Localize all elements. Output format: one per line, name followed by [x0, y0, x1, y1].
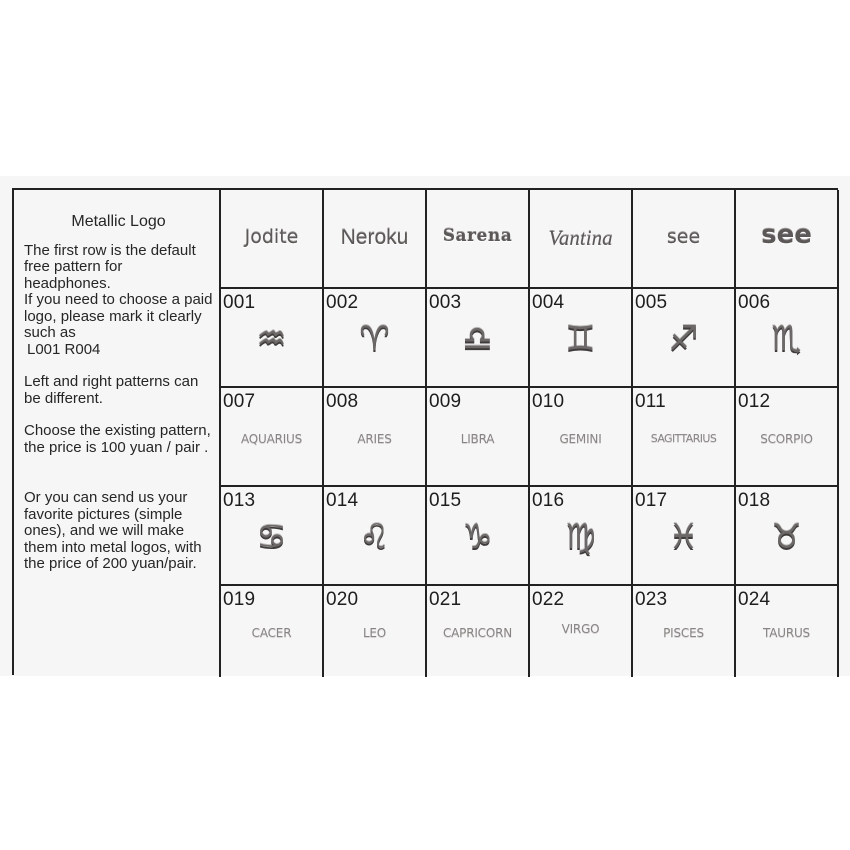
logo-option-cell[interactable]	[221, 289, 324, 388]
word-logo: AQUARIUS	[240, 432, 303, 446]
word-logo: VIRGO	[561, 622, 600, 636]
option-number: 012	[738, 391, 771, 412]
option-number: 021	[429, 589, 462, 610]
sagittarius-icon: ♐	[668, 319, 699, 359]
logo-option-cell[interactable]	[530, 586, 633, 677]
option-number: 002	[326, 292, 359, 313]
scorpio-icon: ♏	[771, 319, 802, 359]
logo-option-cell[interactable]	[427, 487, 530, 586]
word-logo: TAURUS	[763, 626, 810, 640]
logo-table	[12, 188, 838, 675]
free-pattern-note: The first row is the default free pattern for headphones.	[24, 241, 196, 292]
existing-price-note: Choose the existing pattern, the price is 100 yuan / pair .	[24, 422, 211, 456]
option-number: 013	[223, 490, 256, 511]
cancer-icon: ♋	[256, 517, 287, 557]
free-pattern-cell[interactable]	[633, 190, 736, 289]
gemini-icon: ♊	[565, 319, 596, 359]
free-pattern-cell[interactable]	[324, 190, 427, 289]
option-number: 004	[532, 292, 565, 313]
option-number: 024	[738, 589, 771, 610]
aquarius-icon: ♒	[256, 319, 287, 359]
taurus-icon: ♉	[771, 517, 802, 557]
option-number: 010	[532, 391, 565, 412]
description-panel	[14, 190, 221, 677]
pisces-icon: ♓	[668, 517, 699, 557]
word-logo: LEO	[362, 626, 387, 640]
word-logo: GEMINI	[559, 432, 602, 446]
free-pattern-cell[interactable]	[427, 190, 530, 289]
brand-logo-jodite: Jodite	[244, 226, 299, 248]
option-number: 014	[326, 490, 359, 511]
word-logo: PISCES	[663, 626, 704, 640]
word-logo: CACER	[251, 626, 292, 640]
logo-option-cell[interactable]	[530, 388, 633, 487]
brand-logo-see-small: see	[666, 226, 701, 248]
logo-option-cell[interactable]	[221, 487, 324, 586]
logo-option-cell[interactable]	[736, 388, 839, 487]
option-number: 009	[429, 391, 462, 412]
word-logo: LIBRA	[460, 432, 495, 446]
capricorn-icon: ♑	[462, 517, 493, 557]
option-number: 008	[326, 391, 359, 412]
libra-icon: ♎	[462, 319, 493, 359]
brand-logo-vantina: Vantina	[548, 226, 613, 250]
logo-option-cell[interactable]	[324, 388, 427, 487]
logo-option-cell[interactable]	[736, 289, 839, 388]
option-number: 018	[738, 490, 771, 511]
logo-option-cell[interactable]	[221, 586, 324, 677]
option-number: 022	[532, 589, 565, 610]
option-number: 007	[223, 391, 256, 412]
paid-logo-note: If you need to choose a paid logo, please mark it clearly such as	[24, 291, 213, 341]
free-pattern-cell[interactable]	[221, 190, 324, 289]
logo-option-cell[interactable]	[427, 388, 530, 487]
panel-title: Metallic Logo	[71, 213, 166, 230]
logo-option-cell[interactable]	[633, 289, 736, 388]
option-number: 017	[635, 490, 668, 511]
brand-logo-neroku: Neroku	[340, 226, 409, 249]
logo-option-cell[interactable]	[324, 289, 427, 388]
custom-logo-note: Or you can send us your favorite pictures (simple ones), and we will make them into metal logos, with the price of 200 yuan/pair.	[24, 489, 202, 572]
word-logo: ARIES	[357, 432, 392, 446]
option-number: 001	[223, 292, 256, 313]
option-number: 015	[429, 490, 462, 511]
option-number: 006	[738, 292, 771, 313]
logo-option-cell[interactable]	[736, 487, 839, 586]
logo-option-cell[interactable]	[633, 487, 736, 586]
word-logo: SAGITTARIUS	[650, 432, 717, 445]
logo-option-cell[interactable]	[530, 289, 633, 388]
free-pattern-cell[interactable]	[736, 190, 839, 289]
logo-option-cell[interactable]	[633, 586, 736, 677]
word-logo: CAPRICORN	[442, 626, 513, 640]
option-number: 023	[635, 589, 668, 610]
logo-option-cell[interactable]	[736, 586, 839, 677]
virgo-icon: ♍	[565, 517, 596, 557]
option-number: 003	[429, 292, 462, 313]
logo-option-cell[interactable]	[427, 586, 530, 677]
free-pattern-cell[interactable]	[530, 190, 633, 289]
option-number: 019	[223, 589, 256, 610]
logo-option-cell[interactable]	[530, 487, 633, 586]
logo-option-cell[interactable]	[221, 388, 324, 487]
word-logo: SCORPIO	[760, 432, 813, 446]
logo-option-cell[interactable]	[324, 487, 427, 586]
aries-icon: ♈	[359, 319, 390, 359]
brand-logo-sarena: Sarena	[442, 226, 513, 246]
option-number: 011	[635, 391, 666, 412]
option-number: 020	[326, 589, 359, 610]
option-number: 005	[635, 292, 668, 313]
logo-option-cell[interactable]	[324, 586, 427, 677]
brand-logo-see-large: see	[761, 220, 812, 250]
logo-option-cell[interactable]	[633, 388, 736, 487]
option-number: 016	[532, 490, 565, 511]
example-code: L001 R004	[27, 340, 101, 358]
logo-option-cell[interactable]	[427, 289, 530, 388]
leo-icon: ♌	[359, 517, 390, 557]
left-right-note: Left and right patterns can be different.	[24, 373, 199, 407]
